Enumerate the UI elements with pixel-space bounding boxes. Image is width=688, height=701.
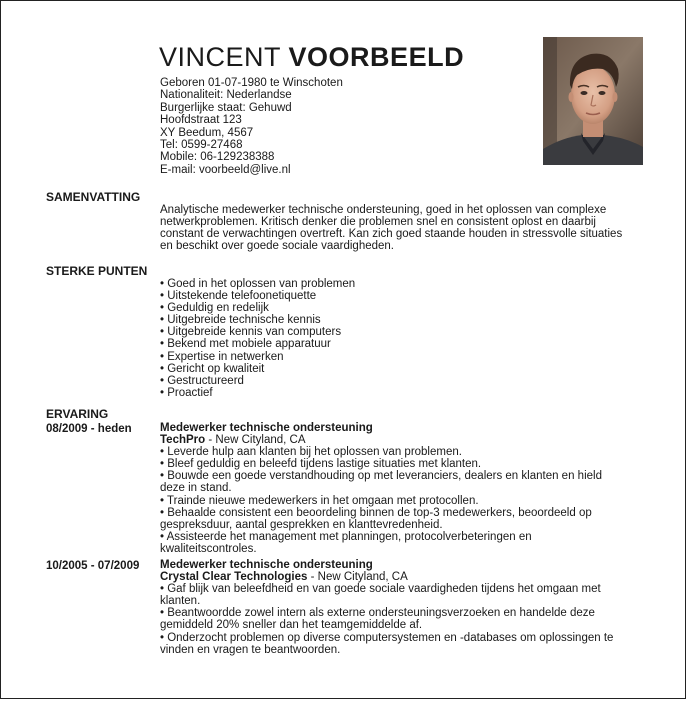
job-company-line: [160, 434, 650, 446]
job-entry: [160, 422, 650, 555]
list-item: • Uitgebreide kennis van computers: [160, 326, 342, 339]
experience-heading: ERVARING: [46, 407, 109, 421]
list-item: • Proactief: [160, 386, 213, 399]
summary-line: constant de verwachtingen overtreft. Kan zich goed staande houden in stressvolle situaties: [160, 228, 623, 241]
strengths-list: [160, 278, 650, 399]
job-dates: 08/2009 - heden: [46, 423, 132, 435]
strengths-heading: STERKE PUNTEN: [46, 264, 148, 278]
job-line: • Beantwoordde zowel intern als externe ondersteuningsverzoeken en handelde deze: [160, 607, 595, 620]
last-name: VOORBEELD: [288, 42, 465, 72]
contact-phone: Tel: 0599-27468: [160, 139, 243, 152]
job-role: Medewerker technische ondersteuning: [160, 559, 373, 571]
contact-nationality: Nationaliteit: Nederlandse: [160, 89, 292, 102]
contact-email: E-mail: voorbeeld@live.nl: [160, 163, 291, 176]
job-company-line: [160, 571, 650, 583]
job-line: • Bouwde een goede verstandhouding op met leveranciers, dealers en klanten en hield: [160, 470, 602, 483]
job-line: deze in stand.: [160, 482, 232, 495]
first-name: VINCENT: [159, 42, 281, 72]
job-line: • Bleef geduldig en beleefd tijdens lastige situaties met klanten.: [160, 458, 482, 471]
contact-details: [160, 77, 343, 176]
contact-city: XY Beedum, 4567: [160, 126, 254, 139]
job-line: kwaliteitscontroles.: [160, 542, 257, 555]
job-dates: 10/2005 - 07/2009: [46, 560, 140, 572]
job-line: vinden en vragen te beantwoorden.: [160, 643, 341, 656]
summary-line: netwerkproblemen. Kritisch denker die problemen snel en consistent oplost en daarbij: [160, 216, 596, 229]
job-line: • Onderzocht problemen op diverse computersystemen en -databases om oplossingen te: [160, 631, 614, 644]
contact-street: Hoofdstraat 123: [160, 114, 242, 127]
profile-photo: [543, 37, 643, 165]
job-entry: [160, 559, 650, 656]
job-line: gemiddeld 20% sneller dan het teamgemiddelde af.: [160, 619, 423, 632]
list-item: • Expertise in netwerken: [160, 350, 284, 363]
summary-line: en beschikt over goede sociale vaardigheden.: [160, 240, 394, 253]
job-line: klanten.: [160, 595, 201, 608]
list-item: • Gericht op kwaliteit: [160, 362, 265, 375]
list-item: • Uitgebreide technische kennis: [160, 314, 321, 327]
job-location: - New Cityland, CA: [307, 571, 408, 584]
job-location: - New Cityland, CA: [205, 434, 306, 447]
list-item: • Geduldig en redelijk: [160, 302, 269, 315]
job-line: • Trainde nieuwe medewerkers in het omgaan met protocollen.: [160, 494, 479, 507]
job-line: • Gaf blijk van beleefdheid en van goede sociale vaardigheden tijdens het omgaan met: [160, 583, 601, 596]
candidate-name: [159, 41, 464, 73]
job-line: • Leverde hulp aan klanten bij het oplossen van problemen.: [160, 446, 462, 459]
summary-text: [160, 204, 650, 252]
job-role: Medewerker technische ondersteuning: [160, 422, 373, 434]
contact-birth: Geboren 01-07-1980 te Winschoten: [160, 77, 343, 89]
list-item: • Goed in het oplossen van problemen: [160, 278, 356, 290]
list-item: • Gestructureerd: [160, 374, 244, 387]
job-line: • Assisteerde het management met planningen, protocolverbeteringen en: [160, 530, 532, 543]
summary-line: Analytische medewerker technische ondersteuning, goed in het oplossen van complexe: [160, 204, 607, 216]
list-item: • Uitstekende telefoonetiquette: [160, 290, 317, 303]
job-company: TechPro: [160, 434, 206, 447]
summary-heading: SAMENVATTING: [46, 190, 141, 204]
list-item: • Bekend met mobiele apparatuur: [160, 338, 331, 351]
job-company: Crystal Clear Technologies: [160, 571, 308, 584]
job-line: gespreksduur, aantal gesprekken en klanttevredenheid.: [160, 518, 443, 531]
contact-mobile: Mobile: 06-129238388: [160, 151, 275, 164]
job-line: • Behaalde consistent een beoordeling binnen de top-3 medewerkers, beoordeeld op: [160, 506, 592, 519]
contact-marital-status: Burgerlijke staat: Gehuwd: [160, 101, 292, 114]
